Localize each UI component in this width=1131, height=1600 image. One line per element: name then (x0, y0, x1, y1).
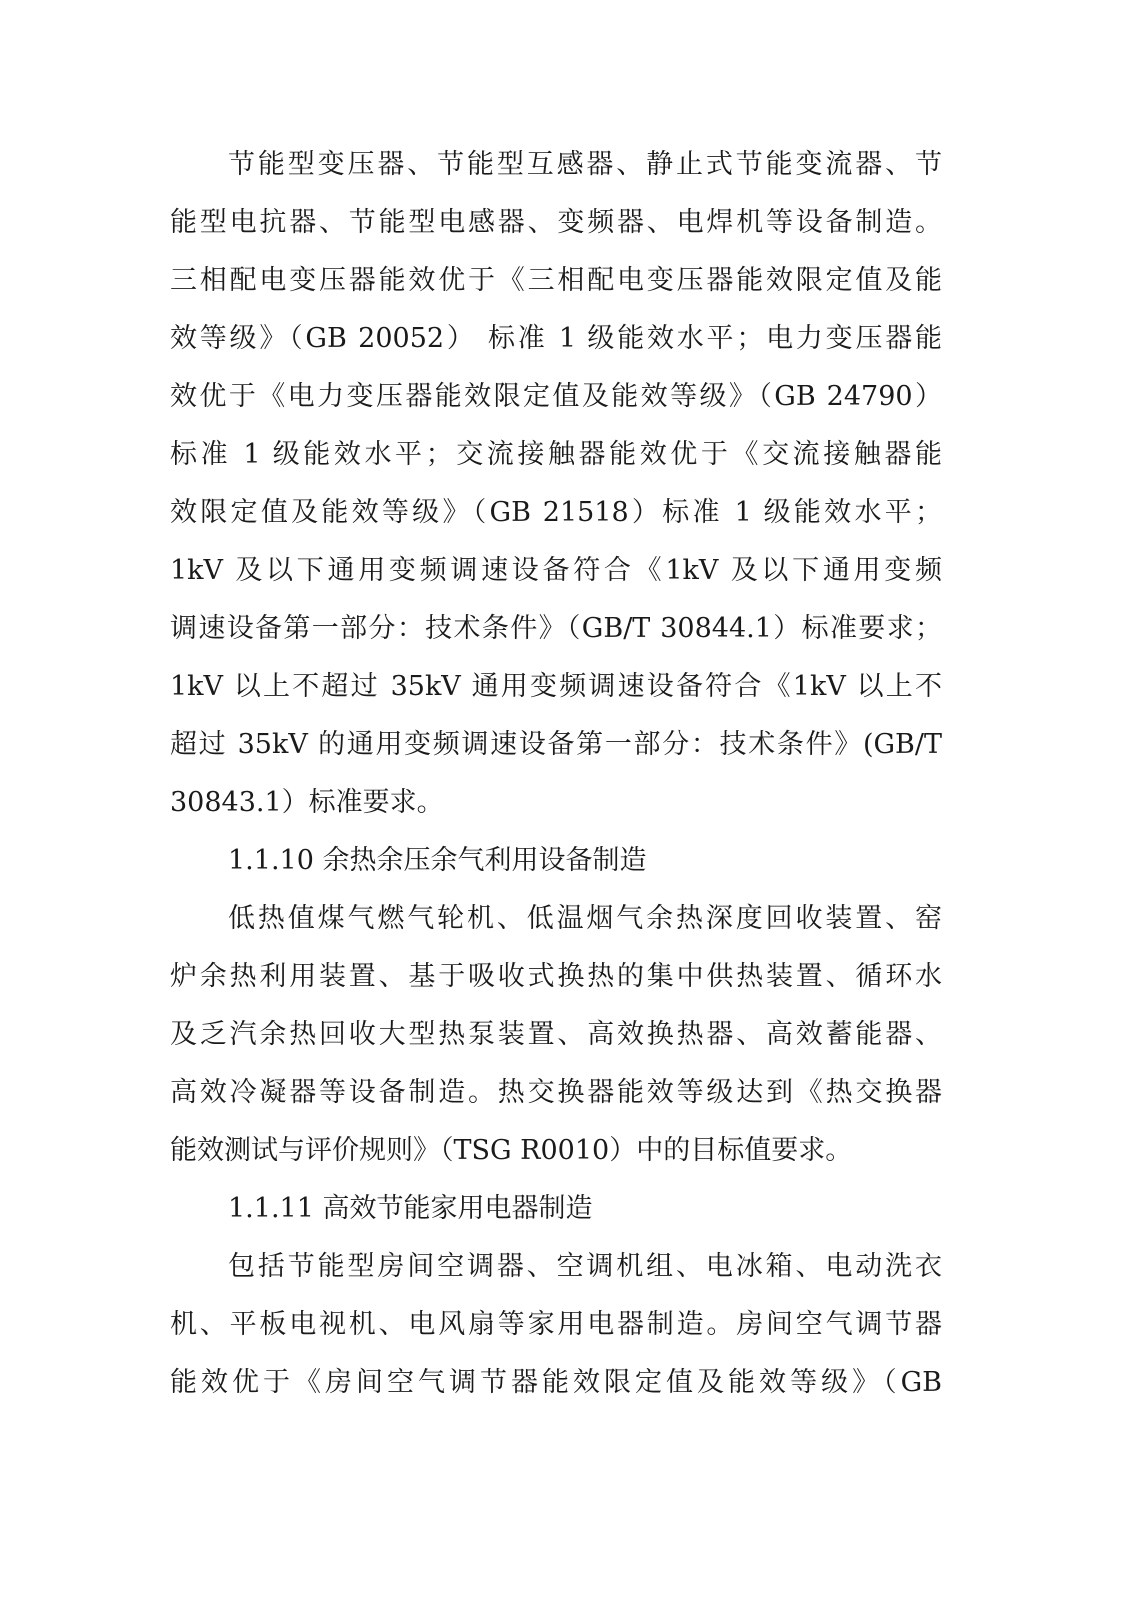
paragraph-line: 能效优于《房间空气调节器能效限定值及能效等级》（GB (170, 1367, 942, 1398)
paragraph-line: 能型电抗器、节能型电感器、变频器、电焊机等设备制造。 (170, 207, 942, 238)
paragraph-line: 三相配电变压器能效优于《三相配电变压器能效限定值及能 (170, 265, 942, 296)
paragraph-line: 效优于《电力变压器能效限定值及能效等级》（GB 24790） (170, 381, 942, 412)
paragraph-1 (170, 136, 942, 832)
paragraph-3 (170, 1238, 942, 1412)
paragraph-line: 高效冷凝器等设备制造。热交换器能效等级达到《热交换器 (170, 1077, 942, 1108)
paragraph-line: 节能型变压器、节能型互感器、静止式节能变流器、节 (228, 149, 942, 180)
document-body (170, 136, 942, 1412)
paragraph-line: 1kV 以上不超过 35kV 通用变频调速设备符合《1kV 以上不 (170, 671, 942, 702)
paragraph-2 (170, 890, 942, 1180)
paragraph-line: 30843.1）标准要求。 (170, 787, 444, 818)
section-heading-1-1-11: 1.1.11 高效节能家用电器制造 (228, 1193, 593, 1224)
paragraph-line: 及乏汽余热回收大型热泵装置、高效换热器、高效蓄能器、 (170, 1019, 942, 1050)
paragraph-line: 1kV 及以下通用变频调速设备符合《1kV 及以下通用变频 (170, 555, 942, 586)
paragraph-line: 包括节能型房间空调器、空调机组、电冰箱、电动洗衣 (228, 1251, 942, 1282)
paragraph-line: 机、平板电视机、电风扇等家用电器制造。房间空气调节器 (170, 1309, 942, 1340)
paragraph-line: 标准 1 级能效水平；交流接触器能效优于《交流接触器能 (170, 439, 942, 470)
paragraph-line: 低热值煤气燃气轮机、低温烟气余热深度回收装置、窑 (228, 903, 942, 934)
paragraph-line: 调速设备第一部分：技术条件》（GB/T 30844.1）标准要求； (170, 613, 942, 644)
paragraph-line: 效限定值及能效等级》（GB 21518）标准 1 级能效水平； (170, 497, 942, 528)
paragraph-line: 效等级》（GB 20052） 标准 1 级能效水平；电力变压器能 (170, 323, 942, 354)
paragraph-line: 能效测试与评价规则》（TSG R0010）中的目标值要求。 (170, 1135, 853, 1166)
paragraph-line: 超过 35kV 的通用变频调速设备第一部分：技术条件》(GB/T (170, 729, 942, 760)
section-heading-1-1-10: 1.1.10 余热余压余气利用设备制造 (228, 845, 647, 876)
paragraph-line: 炉余热利用装置、基于吸收式换热的集中供热装置、循环水 (170, 961, 942, 992)
